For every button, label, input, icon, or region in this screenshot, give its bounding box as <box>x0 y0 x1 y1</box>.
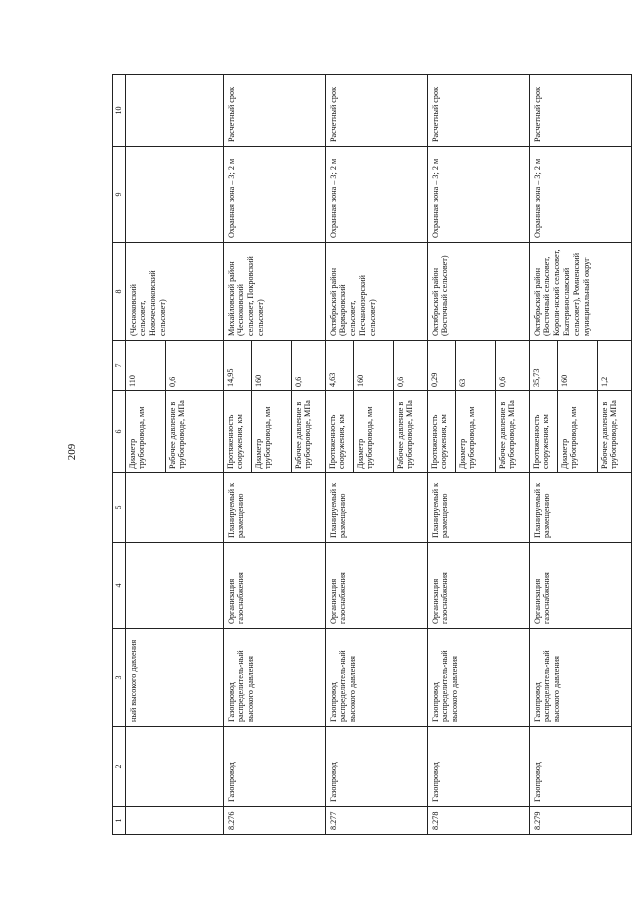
implementation-term: Расчетный срок <box>529 75 631 147</box>
objects-table <box>112 74 632 835</box>
protection-zone: Охранная зона – 3; 2 м <box>529 147 631 243</box>
name-cont: ный высокого давления <box>125 629 223 727</box>
param-label: Диаметр трубопровода, мм <box>125 391 165 473</box>
page-number: 209 <box>66 443 78 461</box>
implementation-term: Расчетный срок <box>223 75 325 147</box>
object-name: Газопровод распределитель-ный высокого давления <box>325 629 427 727</box>
protection-zone: Охранная зона – 3; 2 м <box>325 147 427 243</box>
col-number-4: 4 <box>113 543 126 629</box>
param-value: 110 <box>125 341 165 391</box>
param-label: Диаметр трубопровода, мм <box>251 391 291 473</box>
param-value: 160 <box>557 341 597 391</box>
param-value: 4,63 <box>325 341 353 391</box>
location-cont: (Чесноковский сельсовет, Новочесноковский сельсовет) <box>125 243 223 341</box>
object-location: Октябрьский район (Восточный сельсовет) <box>427 243 529 341</box>
col-number-5: 5 <box>113 473 126 543</box>
protection-zone: Охранная зона – 3; 2 м <box>223 147 325 243</box>
col-number-9: 9 <box>113 147 126 243</box>
param-value: 0,6 <box>393 341 427 391</box>
param-value: 63 <box>455 341 495 391</box>
object-purpose: Организация газоснабжения <box>427 543 529 629</box>
rotated-table-container <box>112 75 640 835</box>
param-label: Диаметр трубопровода, мм <box>353 391 393 473</box>
param-label: Протяженность сооружения, км <box>529 391 557 473</box>
param-label: Диаметр трубопровода, мм <box>557 391 597 473</box>
implementation-term: Расчетный срок <box>325 75 427 147</box>
param-value: 0,6 <box>165 341 223 391</box>
param-value: 0,29 <box>427 341 455 391</box>
object-name: Газопровод распределитель-ный высокого давления <box>427 629 529 727</box>
param-label: Рабочее давление в трубопроводе, МПа <box>597 391 631 473</box>
param-label: Протяженность сооружения, км <box>427 391 455 473</box>
param-value: 160 <box>353 341 393 391</box>
object-type: Газопровод <box>529 727 631 807</box>
object-status: Планируемый к размещению <box>223 473 325 543</box>
col-number-1: 1 <box>113 807 126 835</box>
param-label: Рабочее давление в трубопроводе, МПа <box>393 391 427 473</box>
row-number: 8.277 <box>325 807 427 835</box>
object-status: Планируемый к размещению <box>529 473 631 543</box>
table-row <box>223 75 251 835</box>
table-row <box>529 75 557 835</box>
object-purpose: Организация газоснабжения <box>325 543 427 629</box>
col-number-7: 7 <box>113 341 126 391</box>
col-number-2: 2 <box>113 727 126 807</box>
col-number-3: 3 <box>113 629 126 727</box>
param-value: 1,2 <box>597 341 631 391</box>
row-number: 8.278 <box>427 807 529 835</box>
param-label: Рабочее давление в трубопроводе, МПа <box>291 391 325 473</box>
col-number-6: 6 <box>113 391 126 473</box>
object-name: Газопровод распределитель-ный высокого давления <box>529 629 631 727</box>
table-row <box>427 75 455 835</box>
param-value: 35,73 <box>529 341 557 391</box>
param-label: Рабочее давление в трубопроводе, МПа <box>165 391 223 473</box>
object-name: Газопровод распределитель-ный высокого давления <box>223 629 325 727</box>
param-value: 0,6 <box>495 341 529 391</box>
param-label: Диаметр трубопровода, мм <box>455 391 495 473</box>
col-number-10: 10 <box>113 75 126 147</box>
object-type: Газопровод <box>223 727 325 807</box>
object-status: Планируемый к размещению <box>427 473 529 543</box>
object-status: Планируемый к размещению <box>325 473 427 543</box>
object-location: Октябрьский район (Варваровский сельсовет, Песчаноозерский сельсовет) <box>325 243 427 341</box>
object-location: Октябрьский район (Восточный сельсовет, Короли-нский сельсовет, Екатеринославский сельсовет), Ромненский муниципальный округ <box>529 243 631 341</box>
param-label: Рабочее давление в трубопроводе, МПа <box>495 391 529 473</box>
implementation-term: Расчетный срок <box>427 75 529 147</box>
header-row <box>113 75 126 835</box>
object-purpose: Организация газоснабжения <box>223 543 325 629</box>
row-number: 8.279 <box>529 807 631 835</box>
param-label: Протяженность сооружения, км <box>325 391 353 473</box>
param-value: 14,95 <box>223 341 251 391</box>
table-row <box>325 75 353 835</box>
protection-zone: Охранная зона – 3; 2 м <box>427 147 529 243</box>
object-type: Газопровод <box>325 727 427 807</box>
row-number: 8.276 <box>223 807 325 835</box>
param-value: 0,6 <box>291 341 325 391</box>
col-number-8: 8 <box>113 243 126 341</box>
continuation-row <box>125 75 165 835</box>
param-label: Протяженность сооружения, км <box>223 391 251 473</box>
object-type: Газопровод <box>427 727 529 807</box>
object-purpose: Организация газоснабжения <box>529 543 631 629</box>
param-value: 160 <box>251 341 291 391</box>
object-location: Михайловский район (Чесноковский сельсовет, Покровский сельсовет) <box>223 243 325 341</box>
